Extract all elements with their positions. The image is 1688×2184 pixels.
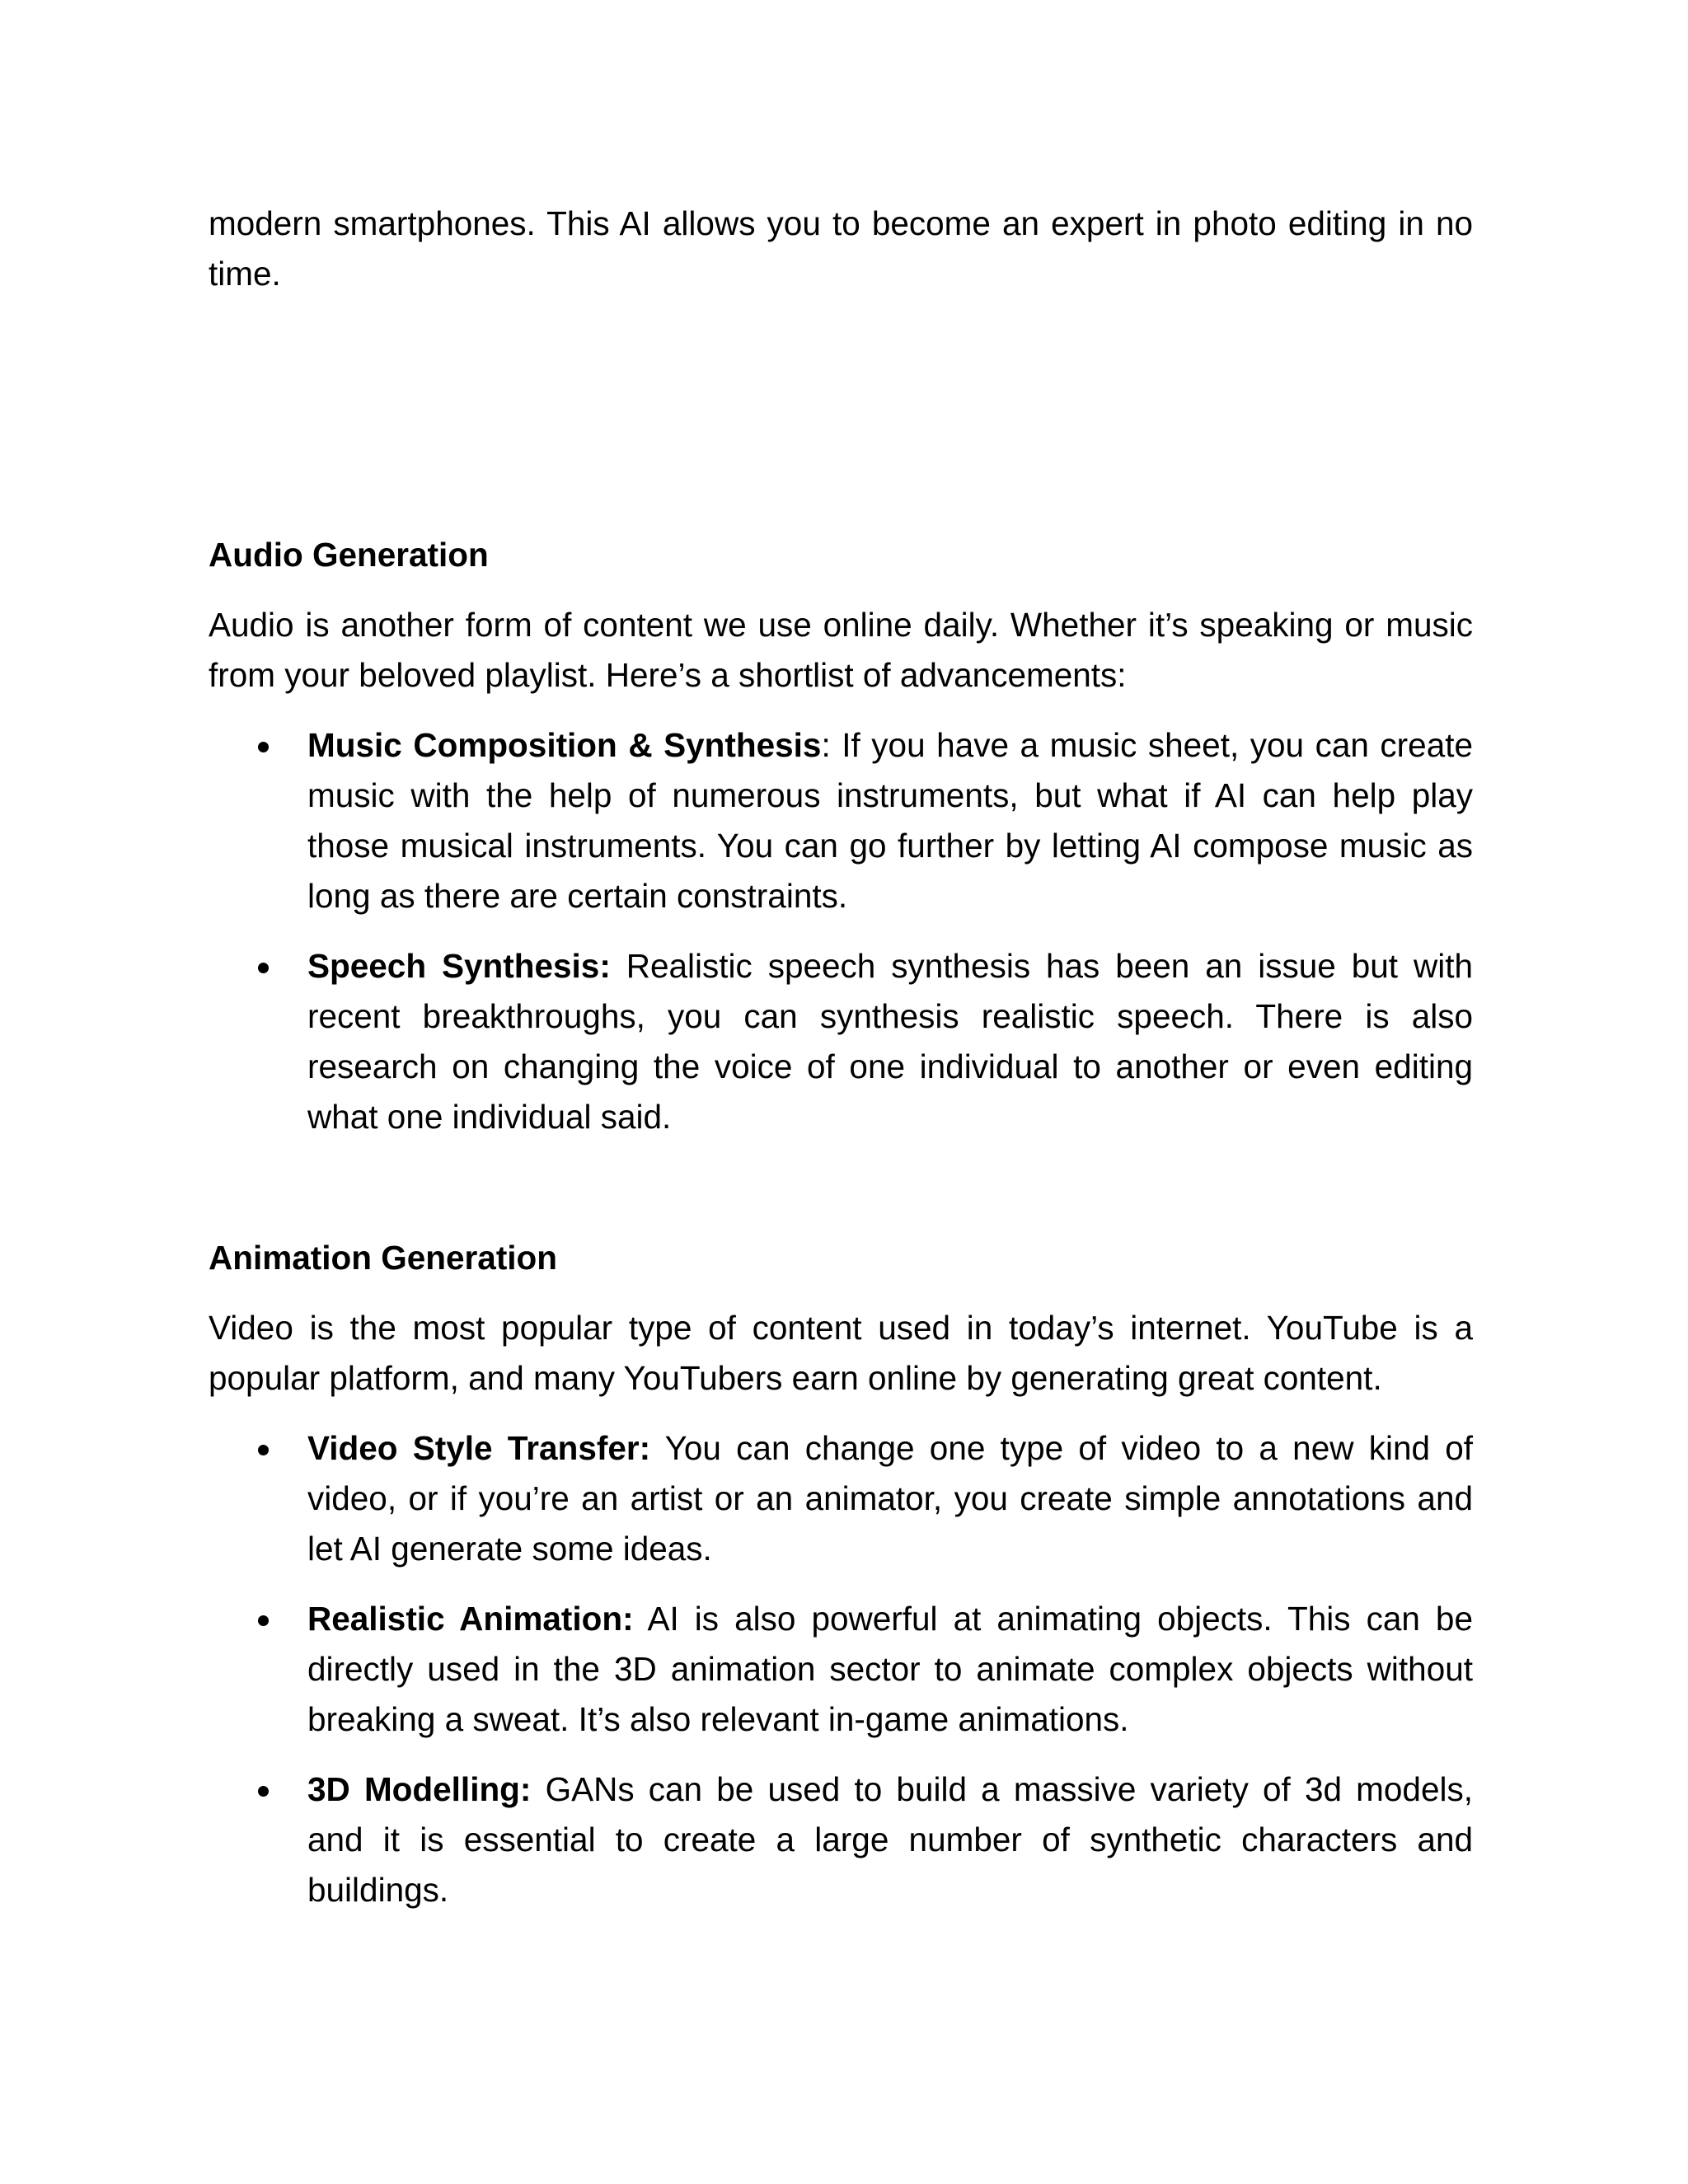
intro-paragraph: modern smartphones. This AI allows you to become an expert in photo editing in no time.: [209, 204, 1473, 293]
intro-section: [209, 199, 1473, 299]
list-item-text: AI is also powerful at animating objects. This can be directly used in the 3D animation sector to animate complex objects without breaking a sweat. It’s also relevant in-game animations.: [307, 1600, 1473, 1738]
list-item-term: Video Style Transfer:: [307, 1429, 651, 1467]
audio-generation-paragraph: Audio is another form of content we use online daily. Whether it’s speaking or music from your beloved playlist. Here’s a shortlist of advancements:: [209, 606, 1473, 694]
list-item: [209, 1594, 1473, 1745]
animation-generation-paragraph: Video is the most popular type of content used in today’s internet. YouTube is a popular platform, and many YouTubers earn online by generating great content.: [209, 1309, 1473, 1397]
list-item-text: You can change one type of video to a new kind of video, or if you’re an artist or an animator, you create simple annotations and let AI generate some ideas.: [307, 1429, 1473, 1568]
audio-advancements-list: [209, 720, 1473, 1142]
list-item-term: Music Composition & Synthesis: [307, 726, 822, 764]
audio-generation-section: [209, 530, 1473, 1142]
animation-generation-section: [209, 1233, 1473, 1915]
bullet-icon: [258, 1445, 269, 1455]
bullet-icon: [258, 1786, 269, 1797]
list-item-term: Speech Synthesis:: [307, 947, 611, 985]
bullet-icon: [258, 742, 269, 752]
list-item: [209, 1765, 1473, 1915]
list-item: [209, 1423, 1473, 1574]
list-item-text: GANs can be used to build a massive variety of 3d models, and it is essential to create a large number of synthetic characters and buildings.: [307, 1770, 1473, 1909]
list-item-term: Realistic Animation:: [307, 1600, 634, 1638]
animation-generation-heading: Animation Generation: [209, 1239, 558, 1277]
bullet-icon: [258, 963, 269, 973]
list-item-term: 3D Modelling:: [307, 1770, 532, 1808]
audio-generation-heading: Audio Generation: [209, 536, 489, 574]
animation-advancements-list: [209, 1423, 1473, 1915]
bullet-icon: [258, 1615, 269, 1626]
list-item: [209, 720, 1473, 921]
list-item-text: : If you have a music sheet, you can create music with the help of numerous instruments, but what if AI can help play those musical instruments. You can go further by letting AI compose music as long as there are certain constraints.: [307, 726, 1473, 915]
list-item: [209, 941, 1473, 1142]
list-item-text: Realistic speech synthesis has been an issue but with recent breakthroughs, you can synthesis realistic speech. There is also research on changing the voice of one individual to another or even editing what one individual said.: [307, 947, 1473, 1136]
